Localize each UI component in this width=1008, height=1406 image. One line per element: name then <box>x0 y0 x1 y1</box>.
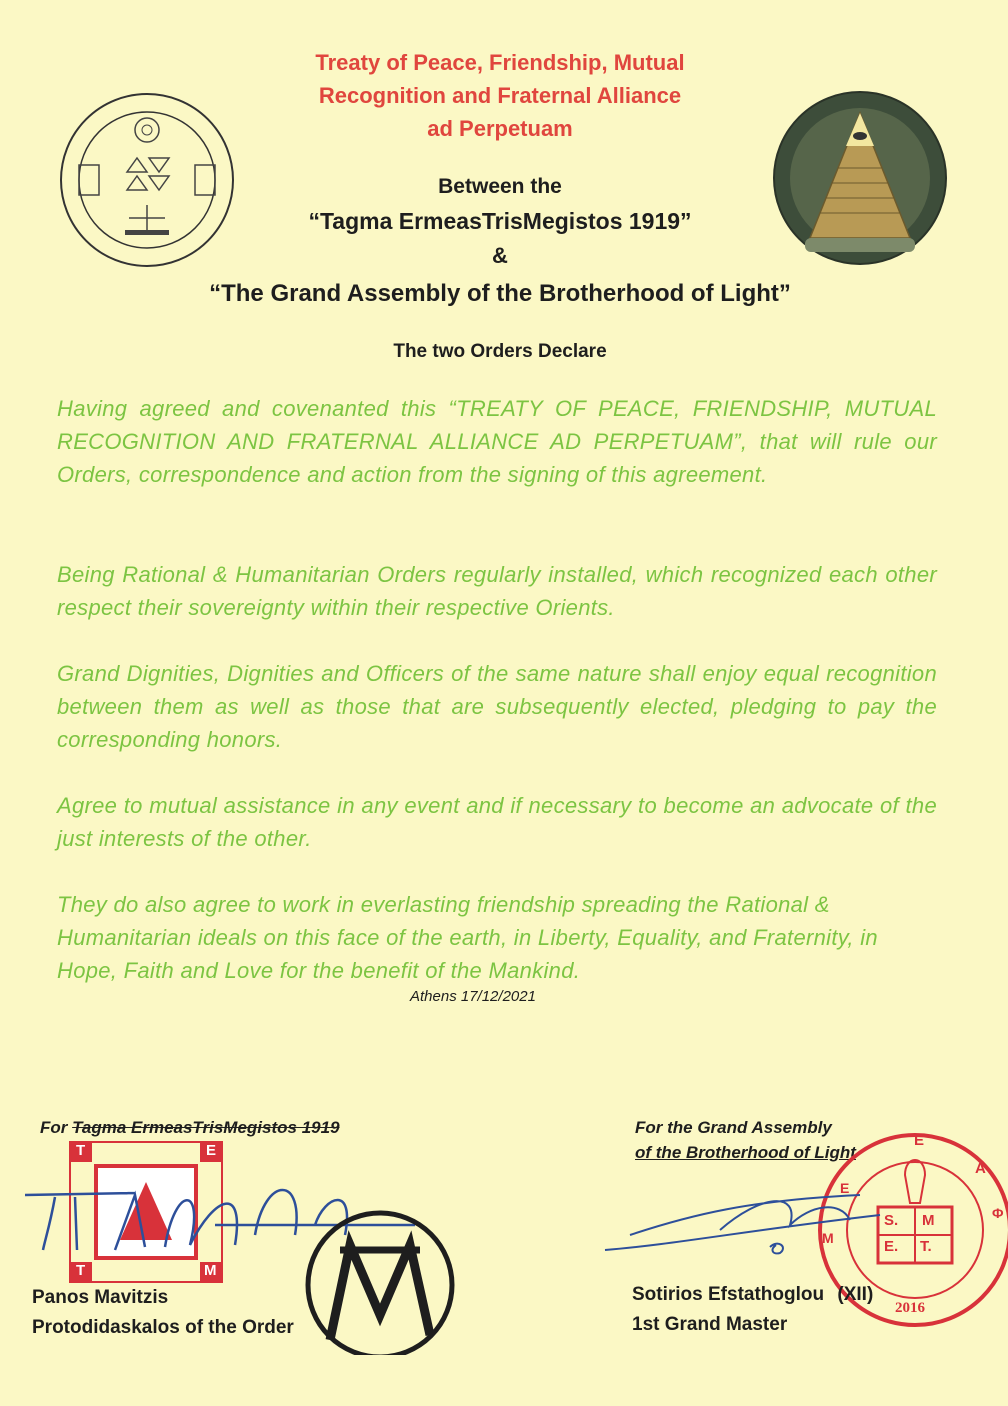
paragraph-5: They do also agree to work in everlasting friendship spreading the Rational & Humanitarian ideals on this face of the earth, in Liberty, Equality, and Fraternity, in Hope, Faith and Love for the benefit of the Mankind. <box>57 892 878 983</box>
ampersand: & <box>492 243 508 268</box>
stamp-center-e: E. <box>884 1238 899 1255</box>
stamp-letter-5: E <box>840 1180 850 1196</box>
party-one: “Tagma ErmeasTrisMegistos 1919” <box>308 208 692 234</box>
stamp-letter-3: Φ <box>992 1205 1004 1221</box>
right-header-line-1: For the Grand Assembly <box>635 1118 832 1137</box>
paragraph-2: Being Rational & Humanitarian Orders regularly installed, which recognized each other respect their sovereignty within their respective Orients. <box>57 562 937 620</box>
pyramid-eye-seal-icon <box>770 88 950 268</box>
left-signatory-role: Protodidaskalos of the Order <box>32 1317 294 1338</box>
right-signatory-name: Sotirios Efstathoglou <box>632 1284 825 1305</box>
declare-heading: The two Orders Declare <box>393 341 607 362</box>
pm-stamp-icon <box>295 1205 475 1355</box>
stamp-center-t: T. <box>920 1238 932 1255</box>
right-signature-scribble <box>600 1175 900 1265</box>
stamp-letter-2: A <box>975 1160 986 1177</box>
between-label: Between the <box>438 175 562 198</box>
party-two: “The Grand Assembly of the Brotherhood of Light” <box>209 280 791 307</box>
right-header-line-2: of the Brotherhood of Light <box>635 1143 856 1162</box>
paragraph-3: Grand Dignities, Dignities and Officers of the same nature shall enjoy equal recognition between them as well as those that are subsequently elected, pledging to pay the corresponding honors. <box>57 661 937 752</box>
paragraph-1: Having agreed and covenanted this “TREATY OF PEACE, FRIENDSHIP, MUTUAL RECOGNITION AND FRATERNAL ALLIANCE AD PERPETUAM”, that will rule our Orders, correspondence and action from the signing of this agreement. <box>57 396 937 487</box>
stamp-letter-1: E <box>914 1132 925 1149</box>
left-signatory-header <box>40 1118 340 1138</box>
left-signatory <box>32 1283 294 1343</box>
right-signatory-role: 1st Grand Master <box>632 1314 788 1335</box>
left-header-order: Tagma ErmeasTrisMegistos 1919 <box>72 1118 340 1137</box>
logo-letter-t2: T <box>76 1262 86 1279</box>
title-line-2: Recognition and Fraternal Alliance <box>318 83 682 108</box>
tagma-seal-icon <box>57 90 237 270</box>
paragraph-4: Agree to mutual assistance in any event and if necessary to become an advocate of the just interests of the other. <box>57 793 937 851</box>
left-signatory-name: Panos Mavitzis <box>32 1287 169 1308</box>
right-signatory-degree: (XII) <box>837 1284 874 1305</box>
logo-letter-m: M <box>204 1262 217 1279</box>
place-date: Athens 17/12/2021 <box>410 988 536 1005</box>
title-line-3: ad Perpetuam <box>427 116 573 141</box>
stamp-year: 2016 <box>895 1300 925 1316</box>
logo-letter-t1: T <box>76 1142 86 1159</box>
stamp-center-s: S. <box>884 1212 899 1229</box>
right-signatory <box>632 1280 873 1340</box>
stamp-letter-4: M <box>822 1230 834 1246</box>
stamp-center-m: M <box>922 1212 935 1229</box>
title-line-1: Treaty of Peace, Friendship, Mutual <box>315 50 685 75</box>
treaty-title <box>250 46 750 145</box>
logo-letter-e: E <box>206 1142 217 1159</box>
left-header-prefix: For <box>40 1118 73 1137</box>
